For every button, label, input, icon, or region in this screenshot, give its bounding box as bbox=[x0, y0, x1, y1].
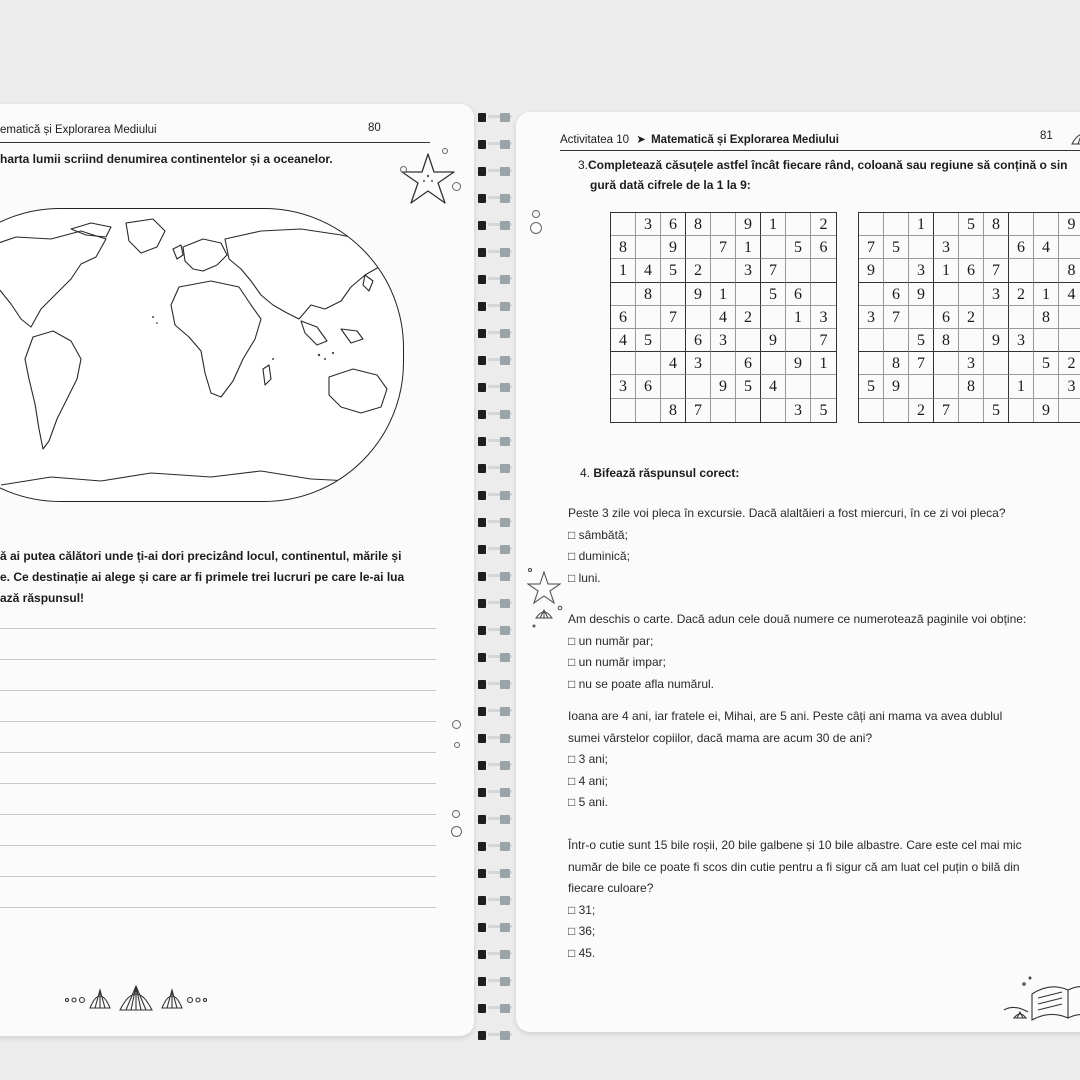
sudoku-cell: 6 bbox=[636, 375, 661, 398]
sudoku-cell: 3 bbox=[959, 352, 984, 375]
sudoku-cell[interactable] bbox=[884, 259, 909, 282]
sudoku-cell: 8 bbox=[686, 213, 711, 236]
spiral-ring bbox=[474, 461, 516, 475]
activity-label: Activitatea 10 bbox=[560, 134, 630, 146]
sudoku-cell[interactable] bbox=[934, 352, 959, 375]
sudoku-cell[interactable] bbox=[611, 283, 636, 306]
spiral-ring bbox=[474, 272, 516, 286]
question-text: Ioana are 4 ani, iar fratele ei, Mihai, are 5 ani. Peste câți ani mama va avea dublul bbox=[568, 709, 1003, 723]
sudoku-cell[interactable] bbox=[1059, 306, 1080, 329]
answer-option[interactable]: □ duminică; bbox=[568, 549, 630, 563]
sudoku-cell: 4 bbox=[636, 259, 661, 282]
header-subject: Matematică și Explorarea Mediului bbox=[651, 134, 839, 146]
question-1 bbox=[568, 503, 1006, 589]
sudoku-cell[interactable] bbox=[859, 283, 884, 306]
bubble-icon bbox=[454, 742, 460, 748]
sudoku-cell[interactable] bbox=[959, 283, 984, 306]
sudoku-cell: 7 bbox=[711, 236, 736, 259]
sudoku-cell: 5 bbox=[1034, 352, 1059, 375]
bubble-icon bbox=[530, 222, 542, 234]
sudoku-cell: 4 bbox=[761, 375, 786, 398]
sudoku-cell: 3 bbox=[711, 329, 736, 352]
answer-line[interactable] bbox=[0, 845, 436, 846]
bubble-icon bbox=[451, 826, 462, 837]
sudoku-cell[interactable] bbox=[1009, 306, 1034, 329]
answer-option[interactable]: □ un număr impar; bbox=[568, 655, 666, 669]
spiral-ring bbox=[474, 677, 516, 691]
spiral-ring bbox=[474, 731, 516, 745]
sudoku-cell[interactable] bbox=[959, 236, 984, 259]
sudoku-cell: 5 bbox=[661, 259, 686, 282]
sudoku-cell[interactable] bbox=[1034, 375, 1059, 398]
sudoku-cell: 6 bbox=[786, 283, 811, 306]
sudoku-cell: 8 bbox=[959, 375, 984, 398]
answer-option[interactable]: □ 45. bbox=[568, 945, 596, 960]
spiral-ring bbox=[474, 839, 516, 853]
answer-line[interactable] bbox=[0, 752, 436, 753]
starfish-icon bbox=[522, 564, 566, 630]
spiral-ring bbox=[474, 650, 516, 664]
sudoku-cell[interactable] bbox=[1009, 213, 1034, 236]
sudoku-cell: 8 bbox=[934, 329, 959, 352]
sudoku-cell: 3 bbox=[934, 236, 959, 259]
spiral-ring bbox=[474, 326, 516, 340]
sudoku-cell: 6 bbox=[736, 352, 761, 375]
sudoku-cell: 7 bbox=[761, 259, 786, 282]
sudoku-cell[interactable] bbox=[984, 352, 1009, 375]
sudoku-cell[interactable] bbox=[786, 259, 811, 282]
right-page-number: 81 bbox=[1040, 130, 1053, 142]
spiral-ring bbox=[474, 785, 516, 799]
sudoku-cell: 9 bbox=[1034, 399, 1059, 422]
sudoku-cell: 8 bbox=[884, 352, 909, 375]
sudoku-cell[interactable] bbox=[761, 236, 786, 259]
travel-task-text bbox=[0, 546, 404, 609]
sudoku-cell: 7 bbox=[884, 306, 909, 329]
spiral-ring bbox=[474, 164, 516, 178]
sudoku-cell: 6 bbox=[884, 283, 909, 306]
sudoku-cell: 6 bbox=[811, 236, 836, 259]
sudoku-cell: 1 bbox=[711, 283, 736, 306]
sudoku-cell: 9 bbox=[736, 213, 761, 236]
sudoku-cell: 2 bbox=[686, 259, 711, 282]
spiral-ring bbox=[474, 1028, 516, 1042]
sudoku-cell: 1 bbox=[1009, 375, 1034, 398]
sudoku-cell[interactable] bbox=[884, 329, 909, 352]
sudoku-cell[interactable] bbox=[984, 236, 1009, 259]
spiral-ring bbox=[474, 920, 516, 934]
world-map-drawing bbox=[0, 209, 403, 501]
sudoku-cell: 3 bbox=[811, 306, 836, 329]
spiral-ring bbox=[474, 596, 516, 610]
question-text: sumei vârstelor copiilor, dacă mama are acum 30 de ani? bbox=[568, 730, 873, 745]
spiral-ring bbox=[474, 380, 516, 394]
spiral-ring bbox=[474, 434, 516, 448]
spiral-ring bbox=[474, 812, 516, 826]
answer-option[interactable]: □ 5 ani. bbox=[568, 795, 608, 809]
answer-line[interactable] bbox=[0, 721, 436, 722]
sudoku-cell: 6 bbox=[934, 306, 959, 329]
sudoku-cell[interactable] bbox=[711, 213, 736, 236]
sudoku-cell[interactable] bbox=[711, 259, 736, 282]
bubble-icon bbox=[400, 166, 407, 173]
answer-line[interactable] bbox=[0, 907, 436, 908]
sudoku-cell: 7 bbox=[909, 352, 934, 375]
sudoku-cell[interactable] bbox=[686, 236, 711, 259]
answer-option[interactable]: □ 36; bbox=[568, 924, 596, 938]
answer-line[interactable] bbox=[0, 876, 436, 877]
travel-task-line: ă ai putea călători unde ți-ai dori precizând locul, continentul, mările și bbox=[0, 549, 402, 563]
sudoku-cell[interactable] bbox=[811, 259, 836, 282]
answer-option[interactable]: □ nu se poate afla numărul. bbox=[568, 676, 715, 691]
question-text: Am deschis o carte. Dacă adun cele două numere ce numerotează paginile voi obține: bbox=[568, 612, 1027, 626]
sudoku-cell[interactable] bbox=[959, 399, 984, 422]
world-map bbox=[0, 208, 404, 502]
sudoku-cell[interactable] bbox=[636, 399, 661, 422]
sudoku-cell: 2 bbox=[736, 306, 761, 329]
sudoku-cell[interactable] bbox=[611, 399, 636, 422]
spiral-ring bbox=[474, 110, 516, 124]
left-header-rule bbox=[0, 142, 430, 143]
spiral-ring bbox=[474, 137, 516, 151]
answer-option[interactable]: □ 4 ani; bbox=[568, 773, 608, 788]
exercise-4-text bbox=[580, 466, 739, 480]
sudoku-cell: 3 bbox=[611, 375, 636, 398]
spiral-ring bbox=[474, 866, 516, 880]
sudoku-cell[interactable] bbox=[811, 375, 836, 398]
sudoku-cell[interactable] bbox=[959, 329, 984, 352]
spiral-ring bbox=[474, 542, 516, 556]
spiral-ring bbox=[474, 947, 516, 961]
sudoku-cell: 8 bbox=[984, 213, 1009, 236]
spiral-ring bbox=[474, 623, 516, 637]
sudoku-cell: 9 bbox=[711, 375, 736, 398]
sudoku-cell: 7 bbox=[811, 329, 836, 352]
sudoku-cell[interactable] bbox=[1059, 329, 1080, 352]
answer-option[interactable]: □ 3 ani; bbox=[568, 752, 608, 766]
sudoku-cell: 1 bbox=[811, 352, 836, 375]
sudoku-cell: 9 bbox=[761, 329, 786, 352]
sudoku-cell: 5 bbox=[859, 375, 884, 398]
sudoku-cell[interactable] bbox=[909, 306, 934, 329]
sudoku-cell[interactable] bbox=[934, 375, 959, 398]
exercise-4-title: Bifează răspunsul corect: bbox=[593, 466, 740, 480]
sudoku-cell: 8 bbox=[636, 283, 661, 306]
sudoku-cell: 3 bbox=[786, 399, 811, 422]
shell-icon bbox=[1068, 124, 1080, 148]
sudoku-cell: 1 bbox=[934, 259, 959, 282]
sudoku-cell: 8 bbox=[1059, 259, 1080, 282]
left-header-subject: ematică și Explorarea Mediului bbox=[0, 124, 157, 136]
spiral-ring bbox=[474, 407, 516, 421]
sudoku-cell: 2 bbox=[1059, 352, 1080, 375]
sudoku-cell[interactable] bbox=[636, 352, 661, 375]
question-2 bbox=[568, 609, 1026, 695]
sudoku-cell[interactable] bbox=[1009, 259, 1034, 282]
sudoku-cell[interactable] bbox=[934, 283, 959, 306]
sudoku-cell[interactable] bbox=[859, 213, 884, 236]
sudoku-cell[interactable] bbox=[736, 283, 761, 306]
question-text: Peste 3 zile voi pleca în excursie. Dacă alaltăieri a fost miercuri, în ce zi voi pleca? bbox=[568, 506, 1006, 520]
sudoku-cell[interactable] bbox=[611, 213, 636, 236]
sudoku-cell: 8 bbox=[1034, 306, 1059, 329]
sudoku-cell: 5 bbox=[761, 283, 786, 306]
question-text: fiecare culoare? bbox=[568, 881, 654, 895]
sudoku-cell[interactable] bbox=[984, 306, 1009, 329]
sudoku-cell: 1 bbox=[736, 236, 761, 259]
sudoku-cell[interactable] bbox=[884, 399, 909, 422]
answer-line[interactable] bbox=[0, 814, 436, 815]
answer-option[interactable]: □ sâmbătă; bbox=[568, 527, 628, 542]
sudoku-cell: 5 bbox=[884, 236, 909, 259]
sudoku-cell: 6 bbox=[686, 329, 711, 352]
answer-line[interactable] bbox=[0, 690, 436, 691]
sudoku-cell[interactable] bbox=[934, 213, 959, 236]
spiral-ring bbox=[474, 353, 516, 367]
sudoku-cell: 2 bbox=[1009, 283, 1034, 306]
sudoku-cell[interactable] bbox=[859, 399, 884, 422]
sudoku-cell: 4 bbox=[1034, 236, 1059, 259]
sudoku-cell: 9 bbox=[661, 236, 686, 259]
spiral-binding bbox=[474, 100, 516, 1060]
spiral-ring bbox=[474, 299, 516, 313]
answer-option[interactable]: □ luni. bbox=[568, 570, 601, 585]
sudoku-cell: 7 bbox=[859, 236, 884, 259]
sudoku-cell: 7 bbox=[686, 399, 711, 422]
sudoku-cell[interactable] bbox=[736, 399, 761, 422]
shell-icon bbox=[64, 980, 224, 1016]
sudoku-cell: 8 bbox=[661, 399, 686, 422]
sudoku-cell[interactable] bbox=[761, 352, 786, 375]
answer-line[interactable] bbox=[0, 659, 436, 660]
left-page-number: 80 bbox=[368, 122, 381, 134]
sudoku-cell: 4 bbox=[711, 306, 736, 329]
sudoku-cell: 3 bbox=[736, 259, 761, 282]
sudoku-cell: 7 bbox=[934, 399, 959, 422]
exercise-3-number: 3. bbox=[578, 158, 589, 172]
sudoku-cell: 3 bbox=[909, 259, 934, 282]
sudoku-cell: 5 bbox=[786, 236, 811, 259]
right-page bbox=[516, 112, 1080, 1032]
answer-option[interactable]: □ 31; bbox=[568, 902, 596, 917]
sudoku-cell: 3 bbox=[984, 283, 1009, 306]
sudoku-cell: 1 bbox=[1034, 283, 1059, 306]
answer-line[interactable] bbox=[0, 783, 436, 784]
sudoku-cell[interactable] bbox=[686, 375, 711, 398]
exercise-3-text bbox=[578, 158, 1068, 172]
travel-task-line: e. Ce destinație ai alege și care ar fi primele trei lucruri pe care le-ai lua bbox=[0, 570, 405, 584]
question-text: număr de bile ce poate fi scos din cutie pentru a fi sigur că am luat cel puțin o bilă din bbox=[568, 859, 1020, 874]
bubble-icon bbox=[532, 210, 540, 218]
spiral-ring bbox=[474, 974, 516, 988]
sudoku-cell[interactable] bbox=[761, 399, 786, 422]
sudoku-cell[interactable] bbox=[761, 306, 786, 329]
spiral-ring bbox=[474, 218, 516, 232]
sudoku-cell: 3 bbox=[636, 213, 661, 236]
sudoku-cell[interactable] bbox=[984, 375, 1009, 398]
sudoku-cell[interactable] bbox=[786, 213, 811, 236]
sudoku-cell: 9 bbox=[1059, 213, 1080, 236]
sudoku-cell[interactable] bbox=[909, 236, 934, 259]
sudoku-grid-1 bbox=[610, 212, 837, 423]
sudoku-cell[interactable] bbox=[661, 283, 686, 306]
spiral-ring bbox=[474, 569, 516, 583]
spiral-ring bbox=[474, 515, 516, 529]
sudoku-cell: 9 bbox=[984, 329, 1009, 352]
sudoku-cell[interactable] bbox=[786, 375, 811, 398]
sudoku-cell[interactable] bbox=[909, 375, 934, 398]
sudoku-cell[interactable] bbox=[786, 329, 811, 352]
sudoku-cell: 9 bbox=[909, 283, 934, 306]
sudoku-cell: 2 bbox=[959, 306, 984, 329]
sudoku-cell[interactable] bbox=[661, 375, 686, 398]
sudoku-cell: 9 bbox=[859, 259, 884, 282]
sudoku-cell[interactable] bbox=[811, 283, 836, 306]
question-4 bbox=[568, 835, 1022, 964]
left-page bbox=[0, 104, 474, 1036]
sudoku-cell: 9 bbox=[686, 283, 711, 306]
sudoku-cell: 4 bbox=[611, 329, 636, 352]
sudoku-cell[interactable] bbox=[636, 306, 661, 329]
sudoku-cell: 6 bbox=[959, 259, 984, 282]
exercise-4-number: 4. bbox=[580, 466, 591, 480]
sudoku-cell[interactable] bbox=[1034, 329, 1059, 352]
sudoku-cell[interactable] bbox=[636, 236, 661, 259]
arrow-icon: ➤ bbox=[636, 134, 646, 146]
sudoku-cell: 3 bbox=[859, 306, 884, 329]
spiral-ring bbox=[474, 488, 516, 502]
sudoku-cell: 2 bbox=[909, 399, 934, 422]
sudoku-cell[interactable] bbox=[884, 213, 909, 236]
sudoku-cell: 1 bbox=[761, 213, 786, 236]
bubble-icon bbox=[452, 182, 461, 191]
sudoku-cell: 5 bbox=[909, 329, 934, 352]
right-header bbox=[560, 132, 839, 146]
sudoku-cell[interactable] bbox=[711, 399, 736, 422]
sudoku-cell[interactable] bbox=[611, 352, 636, 375]
right-header-rule bbox=[560, 150, 1080, 151]
sudoku-cell[interactable] bbox=[1059, 399, 1080, 422]
sudoku-cell: 1 bbox=[786, 306, 811, 329]
starfish-icon bbox=[398, 148, 462, 212]
spiral-ring bbox=[474, 1001, 516, 1015]
sudoku-cell[interactable] bbox=[1009, 399, 1034, 422]
spiral-ring bbox=[474, 893, 516, 907]
spiral-ring bbox=[474, 704, 516, 718]
sudoku-cell[interactable] bbox=[859, 329, 884, 352]
sudoku-grid-2 bbox=[858, 212, 1080, 423]
sudoku-cell: 1 bbox=[611, 259, 636, 282]
spiral-ring bbox=[474, 191, 516, 205]
sudoku-cell[interactable] bbox=[859, 352, 884, 375]
sudoku-cell[interactable] bbox=[661, 329, 686, 352]
sudoku-cell: 3 bbox=[1009, 329, 1034, 352]
open-book-icon bbox=[1002, 974, 1080, 1026]
spiral-ring bbox=[474, 245, 516, 259]
sudoku-cell[interactable] bbox=[736, 329, 761, 352]
sudoku-cell[interactable] bbox=[1034, 213, 1059, 236]
sudoku-cell[interactable] bbox=[1034, 259, 1059, 282]
question-text: Într-o cutie sunt 15 bile roșii, 20 bile galbene și 10 bile albastre. Care este cel mai mic bbox=[568, 838, 1022, 852]
sudoku-cell: 5 bbox=[959, 213, 984, 236]
sudoku-cell: 2 bbox=[811, 213, 836, 236]
bubble-icon bbox=[442, 148, 448, 154]
exercise-3-line: gură dată cifrele de la 1 la 9: bbox=[590, 178, 751, 192]
sudoku-cell: 6 bbox=[1009, 236, 1034, 259]
sudoku-cell: 3 bbox=[1059, 375, 1080, 398]
sudoku-cell[interactable] bbox=[1009, 352, 1034, 375]
map-task-text: harta lumii scriind denumirea continentelor și a oceanelor. bbox=[0, 152, 333, 166]
sudoku-cell[interactable] bbox=[711, 352, 736, 375]
sudoku-cell: 9 bbox=[884, 375, 909, 398]
sudoku-cell: 9 bbox=[786, 352, 811, 375]
sudoku-cell[interactable] bbox=[686, 306, 711, 329]
sudoku-cell: 4 bbox=[1059, 283, 1080, 306]
bubble-icon bbox=[452, 720, 461, 729]
sudoku-cell: 6 bbox=[611, 306, 636, 329]
answer-line[interactable] bbox=[0, 628, 436, 629]
bubble-icon bbox=[452, 810, 460, 818]
sudoku-cell: 8 bbox=[611, 236, 636, 259]
question-3 bbox=[568, 706, 1002, 814]
sudoku-cell: 5 bbox=[736, 375, 761, 398]
sudoku-cell: 7 bbox=[984, 259, 1009, 282]
answer-option[interactable]: □ un număr par; bbox=[568, 633, 654, 648]
exercise-3-line: Completează căsuțele astfel încât fiecare rând, coloană sau regiune să conțină o sin bbox=[588, 158, 1068, 172]
sudoku-cell: 4 bbox=[661, 352, 686, 375]
sudoku-cell[interactable] bbox=[1059, 236, 1080, 259]
sudoku-cell: 1 bbox=[909, 213, 934, 236]
sudoku-cell: 7 bbox=[661, 306, 686, 329]
sudoku-cell: 5 bbox=[819, 401, 828, 419]
sudoku-cell: 5 bbox=[636, 329, 661, 352]
spiral-ring bbox=[474, 758, 516, 772]
travel-task-line: ază răspunsul! bbox=[0, 591, 85, 605]
sudoku-cell: 5 bbox=[984, 399, 1009, 422]
sudoku-cell: 3 bbox=[686, 352, 711, 375]
sudoku-cell: 6 bbox=[661, 213, 686, 236]
